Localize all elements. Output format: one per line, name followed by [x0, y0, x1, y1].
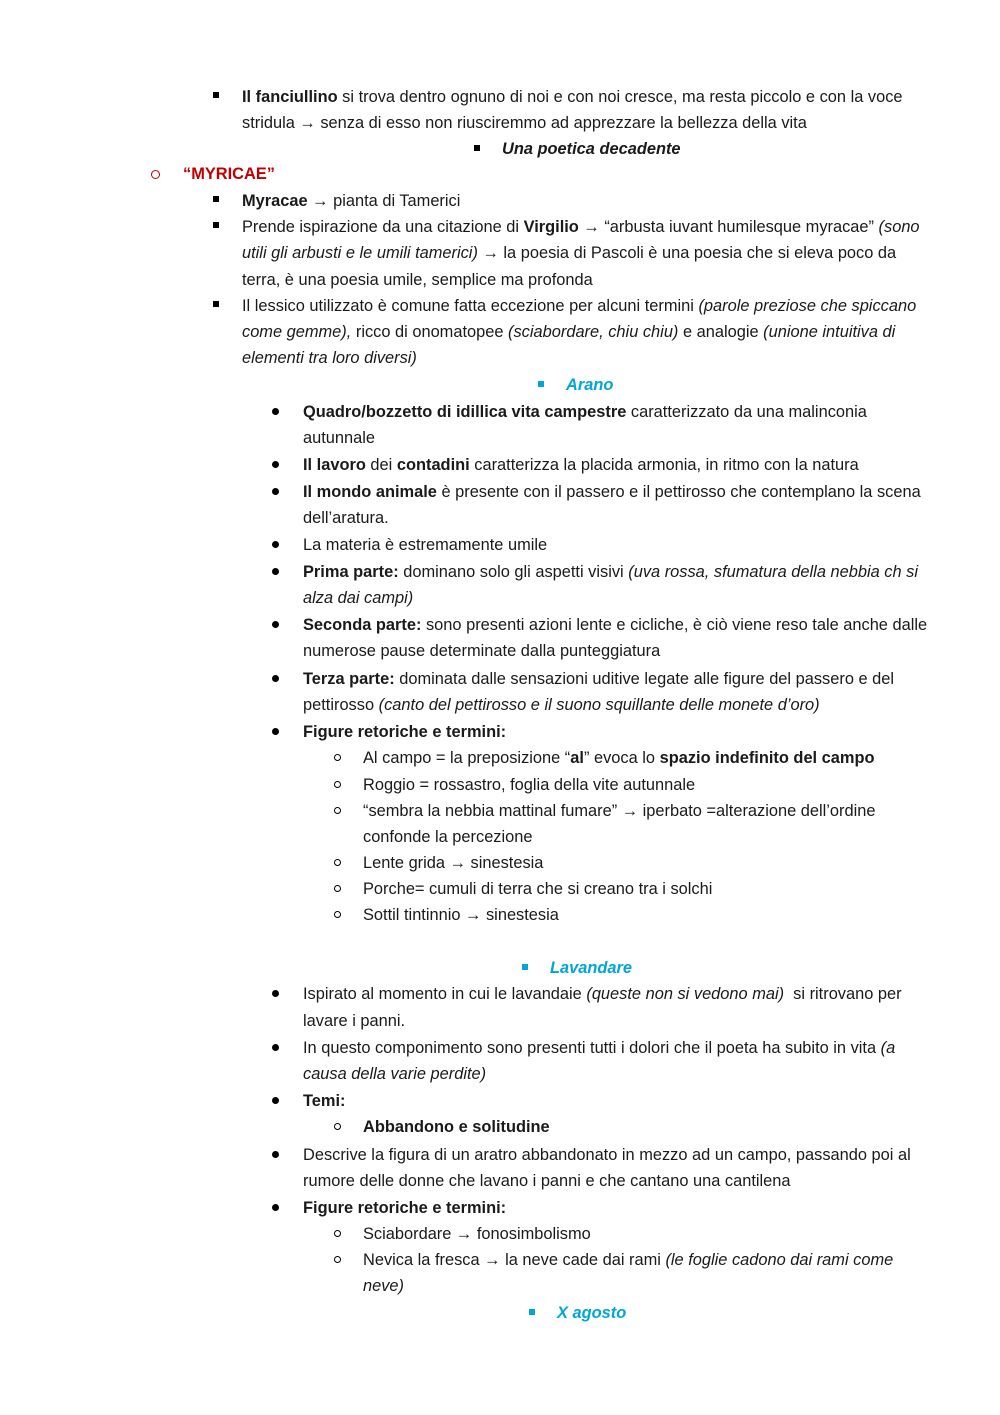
square-bullet	[213, 301, 219, 307]
text-line: Il mondo animale è presente con il passero e il pettirosso che contemplano la scena	[303, 483, 921, 501]
round-bullet	[272, 675, 279, 682]
circle-bullet	[334, 885, 341, 892]
circle-bullet	[334, 859, 341, 866]
section-heading-xagosto: X agosto	[529, 1300, 626, 1326]
square-bullet	[474, 145, 480, 151]
round-bullet	[272, 1097, 279, 1104]
text-line: Il lavoro dei contadini caratterizza la placida armonia, in ritmo con la natura	[303, 456, 859, 474]
round-bullet	[272, 728, 279, 735]
square-bullet	[529, 1309, 535, 1315]
square-bullet	[213, 222, 219, 228]
text-line: Figure retoriche e termini:	[303, 1199, 507, 1217]
text-line: Sciabordare → fonosimbolismo	[363, 1225, 591, 1243]
text-line: Temi:	[303, 1092, 346, 1110]
text-line: rumore delle donne che lavano i panni e che cantano una cantilena	[303, 1172, 791, 1190]
text-line: causa della varie perdite)	[303, 1065, 487, 1083]
section-heading-lavandare: Lavandare	[522, 955, 632, 981]
square-bullet	[538, 381, 544, 387]
circle-bullet	[334, 911, 341, 918]
text-line: Ispirato al momento in cui le lavandaie (queste non si vedono mai) si ritrovano per	[303, 985, 902, 1003]
text-line: “sembra la nebbia mattinal fumare” → iperbato =alterazione dell’ordine	[363, 802, 876, 820]
text-line: Myracae → pianta di Tamerici	[242, 192, 461, 210]
circle-bullet	[334, 754, 341, 761]
circle-bullet	[334, 1230, 341, 1237]
text-line: Prende ispirazione da una citazione di Virgilio → “arbusta iuvant humilesque myracae” (sono	[242, 218, 920, 236]
text-line: dell’aratura.	[303, 509, 389, 527]
round-bullet	[272, 1204, 279, 1211]
circle-bullet	[151, 170, 160, 179]
text-line: Sottil tintinnio → sinestesia	[363, 906, 559, 924]
circle-bullet	[334, 1123, 341, 1130]
square-bullet	[213, 196, 219, 202]
square-bullet	[213, 92, 219, 98]
text-line: neve)	[363, 1277, 405, 1295]
text-line: numerose pause determinate dalla punteggiatura	[303, 642, 661, 660]
text-line: Roggio = rossastro, foglia della vite autunnale	[363, 776, 696, 794]
section-heading-poetica: Una poetica decadente	[474, 136, 681, 162]
round-bullet	[272, 541, 279, 548]
text-line: Il fanciullino si trova dentro ognuno di noi e con noi cresce, ma resta piccolo e con la voce	[242, 88, 903, 106]
text-line: Lente grida → sinestesia	[363, 854, 544, 872]
text-line: come gemme), ricco di onomatopee (sciabordare, chiu chiu) e analogie (unione intuitiva di	[242, 323, 896, 341]
text-line: terra, è una poesia umile, semplice ma profonda	[242, 271, 593, 289]
text-line: La materia è estremamente umile	[303, 536, 548, 554]
text-line: lavare i panni.	[303, 1012, 406, 1030]
circle-bullet	[334, 1256, 341, 1263]
text-line: confonde la percezione	[363, 828, 533, 846]
text-line: Figure retoriche e termini:	[303, 723, 507, 741]
text-line: Abbandono e solitudine	[363, 1118, 550, 1136]
text-line: pettirosso (canto del pettirosso e il suono squillante delle monete d’oro)	[303, 696, 820, 714]
round-bullet	[272, 621, 279, 628]
text-line: In questo componimento sono presenti tutti i dolori che il poeta ha subito in vita (a	[303, 1039, 896, 1057]
circle-bullet	[334, 781, 341, 788]
text-line: Il lessico utilizzato è comune fatta eccezione per alcuni termini (parole preziose che spiccano	[242, 297, 917, 315]
text-line: utili gli arbusti e le umili tamerici) → la poesia di Pascoli è una poesia che si eleva poco da	[242, 244, 897, 262]
text-line: Descrive la figura di un aratro abbandonato in mezzo ad un campo, passando poi al	[303, 1146, 911, 1164]
text-line: autunnale	[303, 429, 376, 447]
text-line: Terza parte: dominata dalle sensazioni uditive legate alle figure del passero e del	[303, 670, 895, 688]
round-bullet	[272, 1151, 279, 1158]
text-line: Prima parte: dominano solo gli aspetti visivi (uva rossa, sfumatura della nebbia ch si	[303, 563, 918, 581]
circle-bullet	[334, 807, 341, 814]
text-line: Al campo = la preposizione “al” evoca lo spazio indefinito del campo	[363, 749, 875, 767]
text-line: Quadro/bozzetto di idillica vita campestre caratterizzato da una malinconia	[303, 403, 867, 421]
round-bullet	[272, 568, 279, 575]
round-bullet	[272, 1044, 279, 1051]
round-bullet	[272, 408, 279, 415]
square-bullet	[522, 964, 528, 970]
text-line: Nevica la fresca → la neve cade dai rami (le foglie cadono dai rami come	[363, 1251, 894, 1269]
round-bullet	[272, 488, 279, 495]
text-line: Porche= cumuli di terra che si creano tra i solchi	[363, 880, 713, 898]
section-heading-myricae: “MYRICAE”	[183, 165, 275, 183]
text-line: Seconda parte: sono presenti azioni lente e cicliche, è ciò viene reso tale anche dalle	[303, 616, 928, 634]
text-line: stridula → senza di esso non riusciremmo ad apprezzare la bellezza della vita	[242, 114, 807, 132]
text-line: alza dai campi)	[303, 589, 414, 607]
round-bullet	[272, 461, 279, 468]
text-line: elementi tra loro diversi)	[242, 349, 417, 367]
round-bullet	[272, 990, 279, 997]
section-heading-arano: Arano	[538, 372, 613, 398]
